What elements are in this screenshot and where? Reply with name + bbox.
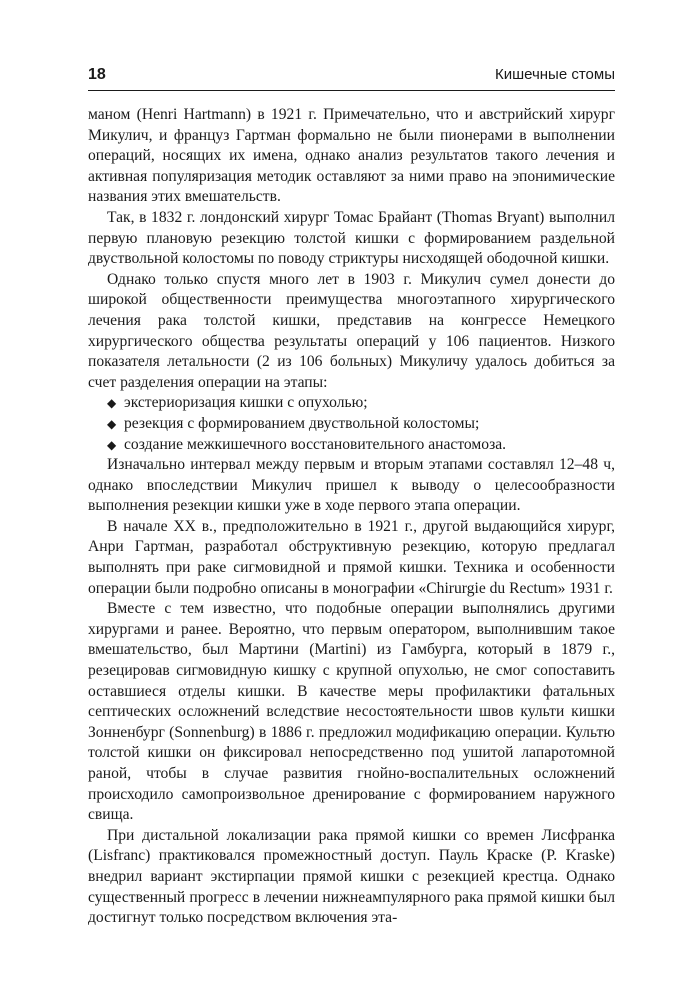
- paragraph: При дистальной локализации рака прямой кишки со времен Лисфранка (Lisfranc) практиковался промежностный доступ. Пауль Краске (P. Kraske) внедрил вариант экстирпации прямой кишки с резекцией крестца. Однако существенный прогресс в лечении нижнеампулярного рака прямой кишки был достигнут только посредством включения эта-: [88, 826, 615, 927]
- list-item-text: создание межкишечного восстановительного анастомоза.: [124, 435, 507, 453]
- paragraph: Изначально интервал между первым и вторым этапами составлял 12–48 ч, однако впоследствии Микулич пришел к выводу о целесообразности выполнения резекции кишки уже в ходе первого этапа операции.: [88, 456, 615, 515]
- paragraph: маном (Henri Hartmann) в 1921 г. Примечательно, что и австрийский хирург Микулич, и француз Гартман формально не были пионерами в выполнении операций, носящих их имена, однако анализ результатов такого лечения и активная популяризация методик оставляют за ними право на эпонимические названия этих вмешательств.: [88, 106, 615, 206]
- book-page: [88, 66, 615, 929]
- page-number: 18: [88, 66, 106, 83]
- paragraph: Вместе с тем известно, что подобные операции выполнялись другими хирургами и ранее. Вероятно, что первым оператором, выполнившим такое вмешательство, был Мартини (Martini) из Гамбурга, который в 1879 г., резецировав сигмовидную кишку с крупной опухолью, не смог сопоставить оставшиеся отделы кишки. В качестве меры профилактики фатальных септических осложнений вследствие несостоятельности швов культи кишки Зонненбург (Sonnenburg) в 1886 г. предложил модификацию операции. Культю толстой кишки он фиксировал непосредственно под ушитой лапаротомной раной, чтобы в случае развития гнойно-воспалительных осложнений происходило самопроизвольное дренирование с формированием наружного свища.: [88, 600, 615, 824]
- running-title: Кишечные стомы: [494, 66, 615, 83]
- paragraph: В начале XX в., предположительно в 1921 г., другой выдающийся хирург, Анри Гартман, разработал обструктивную резекцию, которую предлагал выполнять при раке сигмовидной и прямой кишки. Техника и особенности операции были подробно описаны в монографии «Chirurgie du Rectum» 1931 г.: [88, 517, 615, 597]
- paragraph: Однако только спустя много лет в 1903 г. Микулич сумел донести до широкой общественности преимущества многоэтапного хирургического лечения рака толстой кишки, представив на конгрессе Немецкого хирургического общества результаты операций у 106 пациентов. Низкого показателя летальности (2 из 106 больных) Микуличу удалось добиться за счет разделения операции на этапы:: [88, 270, 615, 391]
- list-item: [107, 393, 615, 414]
- list-item-text: резекция с формированием двуствольной колостомы;: [124, 414, 480, 432]
- page-header: [88, 66, 615, 91]
- diamond-bullet-icon: ◆: [107, 437, 117, 452]
- diamond-bullet-icon: ◆: [107, 396, 117, 411]
- diamond-bullet-icon: ◆: [107, 416, 117, 431]
- bullet-list: [88, 393, 615, 455]
- body-text: [88, 105, 615, 929]
- list-item: [107, 414, 615, 435]
- list-item-text: экстериоризация кишки с опухолью;: [124, 394, 368, 412]
- list-item: [107, 435, 615, 456]
- paragraph: Так, в 1832 г. лондонский хирург Томас Брайант (Thomas Bryant) выполнил первую плановую резекцию толстой кишки с формированием раздельной двуствольной колостомы по поводу стриктуры нисходящей ободочной кишки.: [88, 208, 615, 268]
